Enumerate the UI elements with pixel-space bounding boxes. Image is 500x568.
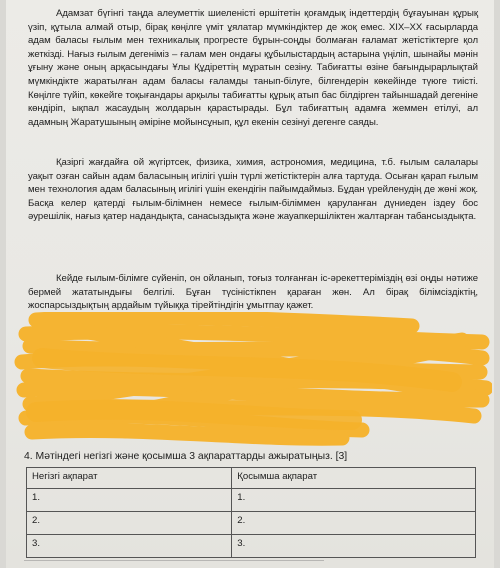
table-cell[interactable]: 1. bbox=[27, 489, 232, 512]
table-header-row bbox=[27, 468, 476, 489]
header-main-info: Негізгі ақпарат bbox=[27, 468, 232, 489]
document-page bbox=[6, 0, 494, 568]
page-bottom-edge bbox=[24, 560, 324, 568]
highlighter-scribble-redaction bbox=[12, 312, 492, 452]
table-cell[interactable]: 1. bbox=[232, 489, 476, 512]
table-cell[interactable]: 2. bbox=[27, 512, 232, 535]
table-row bbox=[27, 535, 476, 558]
paragraph-1: Адамзат бүгінгі таңда алеуметтік шиеленісті өршітетін қоғамдық індеттердің бұғауынан құрық үзіп, құтыла алмай отыр, бірақ көңілге үміт ұялатар мүмкіндіктер де жоқ емес. XIX–XX ғасырларда адам баласы ғылым мен техникалық прогресте бұрын-соңды болмаған ғаламат жетістіктерге қол жеткізді. Нағыз ғылым дегеніміз – ғалам мен ондағы құбылыстардың астарына үңіліп, шынайы мәнін ұғыну және оның арқасындағы Ұлы Құдіреттің мұратын сезіну. Табиғатты өзіне бағындырарлықтай мүмкіндікте жаратылған адам баласы ғаламды танып-білуге, білгендерін көкейінде түюге тиісті. Көңілге түйіп, көкейге тоқығандары арқылы табиғатты құрық атып бас білдірген тайыншадай дегеніне көндіріп, ықпал жасаудың жолдарын қарастырады. Бұл табиғаттың адамға жеммен етілуі, ал адамның Жаратушының әміріне мойынсұнып, құл екенін сезінуі дегенге саяды. bbox=[28, 8, 478, 128]
table-cell[interactable]: 3. bbox=[27, 535, 232, 558]
table-row bbox=[27, 512, 476, 535]
question-4: 4. Мәтіндегі негізгі және қосымша 3 ақпараттарды ажыратыңыз. [3] bbox=[24, 451, 348, 462]
paragraph-3: Кейде ғылым-білімге сүйеніп, он ойланып, тоғыз толғанған іс-әрекеттеріміздің өзі оңды нәтиже бермей жататындығы белгілі. Бұған түсіністікпен қараған жөн. Ал бірақ білімсіздіктің, жоспарсыздықтың ардайым түйыққа тірейтіндігін ұмытпау қажет. bbox=[28, 273, 478, 312]
table-cell[interactable]: 3. bbox=[232, 535, 476, 558]
header-additional-info: Қосымша ақпарат bbox=[232, 468, 476, 489]
table-row bbox=[27, 489, 476, 512]
table-cell[interactable]: 2. bbox=[232, 512, 476, 535]
paragraph-2: Қазіргі жағдайға ой жүгіртсек, физика, химия, астрономия, медицина, т.б. ғылым салалары уақыт озған сайын адам баласының игілігі үшін түрлі жетістіктерін алға тартуда. Осыған қарап ғылым мен технология адам баласының игілігі үшін екендігін пайымдаймыз. Бұдан үрейленудің де жөні жоқ. Басқа келер қатерді ғылым-білімнен немесе ғылым-біліммен қаруланған дүниеден іздеу бос әурешілік, нағыз қатер надандықта, санасыздықта және жауапкершіліктен жалтарған табансыздықта. bbox=[28, 157, 478, 223]
answer-table bbox=[26, 467, 476, 558]
